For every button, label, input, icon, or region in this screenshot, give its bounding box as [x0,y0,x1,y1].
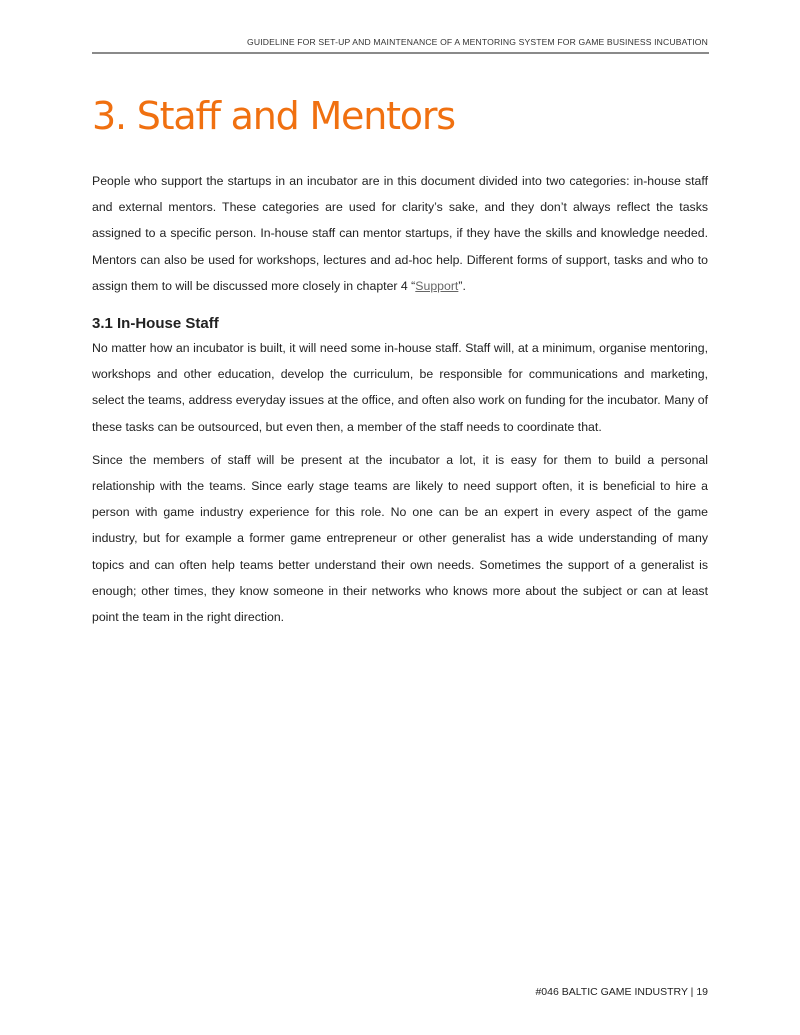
page-footer: #046 BALTIC GAME INDUSTRY | 19 [535,986,708,998]
section-heading: 3.1 In-House Staff [92,315,219,333]
header-divider [92,52,709,54]
running-header: GUIDELINE FOR SET-UP AND MAINTENANCE OF A MENTORING SYSTEM FOR GAME BUSINESS INCUBATION [247,37,708,47]
support-chapter-link[interactable]: Support [415,278,459,293]
body-content [92,168,708,637]
intro-paragraph [92,168,708,299]
section-paragraph: Since the members of staff will be present at the incubator a lot, it is easy for them to build a personal relationship with the teams. Since early stage teams are likely to need support often, it is beneficial to hire a person with game industry experience for this role. No one can be an expert in every aspect of the game industry, but for example a former game entrepreneur or other generalist has a wide understanding of many topics and can often help teams better understand their own needs. Sometimes the support of a generalist is enough; other times, they know someone in their networks who knows more about the subject or can at least point the team in the right direction. [92,452,708,625]
section-paragraph: No matter how an incubator is built, it will need some in-house staff. Staff will, at a minimum, organise mentoring, workshops and other education, develop the curriculum, be responsible for communications and marketing, select the teams, address everyday issues at the office, and often also work on funding for the incubator. Many of these tasks can be outsourced, but even then, a member of the staff needs to coordinate that. [92,341,708,434]
intro-text-end: ”. [458,278,466,293]
chapter-title: 3. Staff and Mentors [92,94,455,138]
intro-text: People who support the startups in an incubator are in this document divided into two categories: in-house staff and external mentors. These categories are used for clarity’s sake, and they don’t always reflect the tasks assigned to a specific person. In-house staff can mentor startups, if they have the skills and knowledge needed. Mentors can also be used for workshops, lectures and ad-hoc help. Different forms of support, tasks and who to assign them to will be discussed more closely in chapter 4 “ [92,174,708,293]
